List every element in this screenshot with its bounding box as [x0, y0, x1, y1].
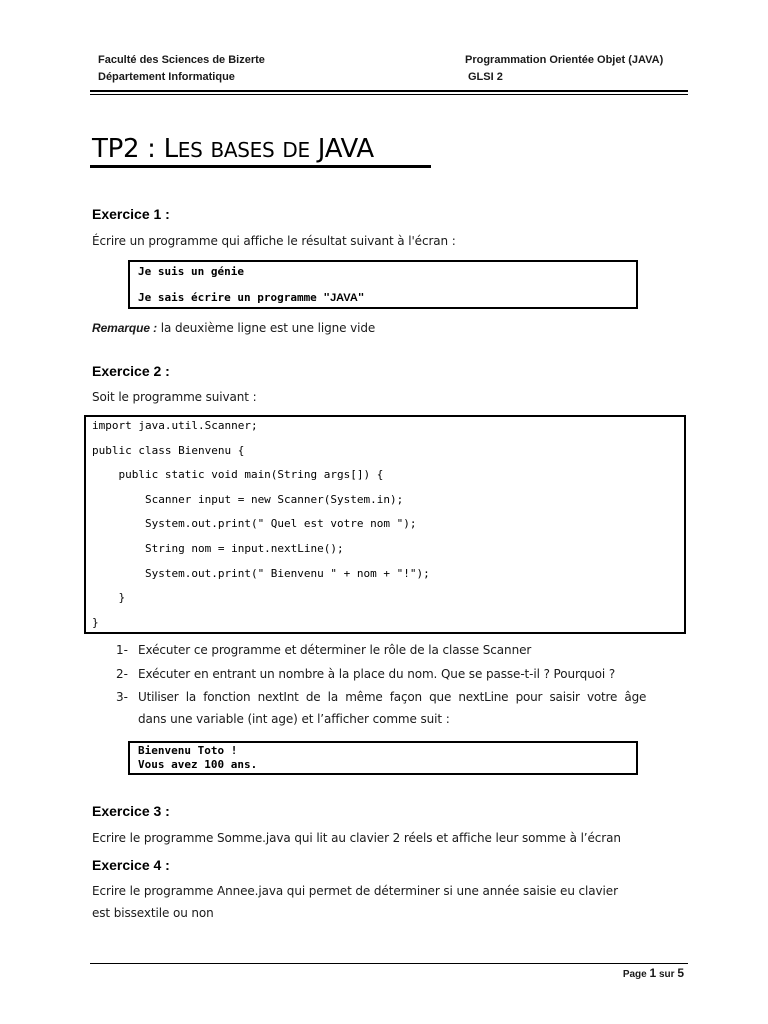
- header-rule-thick: [90, 90, 688, 92]
- exercise-4-heading: Exercice 4 :: [92, 857, 170, 873]
- header-faculty: Faculté des Sciences de Bizerte: [98, 54, 265, 66]
- header-department: Département Informatique: [98, 71, 235, 83]
- code-line: System.out.print(" Quel est votre nom ");: [92, 517, 417, 530]
- exercise-3-heading: Exercice 3 :: [92, 803, 170, 819]
- code-line: public class Bienvenu {: [92, 444, 245, 457]
- output-line-2: Je sais écrire un programme "JAVA": [138, 291, 365, 304]
- exercise-2-heading: Exercice 2 :: [92, 363, 170, 379]
- list-item-3: Utiliser la fonction nextInt de la même façon que nextLine pour saisir votre âge: [138, 690, 647, 704]
- header-course: Programmation Orientée Objet (JAVA): [465, 54, 664, 66]
- exercise-1-text: Écrire un programme qui affiche le résultat suivant à l'écran :: [92, 234, 456, 248]
- list-number-1: 1-: [116, 643, 128, 657]
- title-underline: [90, 165, 431, 168]
- page-title: TP2 : LES BASES DE JAVA: [92, 134, 374, 164]
- code-line: System.out.print(" Bienvenu " + nom + "!");: [92, 567, 430, 580]
- output-line-1: Bienvenu Toto !: [138, 744, 238, 757]
- output-line-1: Je suis un génie: [138, 265, 244, 278]
- footer-rule: [90, 963, 688, 964]
- code-box: [84, 415, 686, 634]
- list-item-2: Exécuter en entrant un nombre à la place du nom. Que se passe-t-il ? Pourquoi ?: [138, 667, 616, 681]
- header-class: GLSI 2: [468, 71, 503, 83]
- exercise-1-heading: Exercice 1 :: [92, 206, 170, 222]
- code-line: }: [92, 616, 99, 629]
- exercise-4-text-line-2: est bissextile ou non: [92, 906, 214, 920]
- code-line: import java.util.Scanner;: [92, 419, 258, 432]
- exercise-1-remark: Remarque : la deuxième ligne est une ligne vide: [92, 321, 376, 335]
- list-number-3: 3-: [116, 690, 128, 704]
- list-item-1: Exécuter ce programme et déterminer le rôle de la classe Scanner: [138, 643, 532, 657]
- code-line: String nom = input.nextLine();: [92, 542, 344, 555]
- header-rule-thin: [90, 94, 688, 95]
- exercise-2-text: Soit le programme suivant :: [92, 390, 257, 404]
- exercise-1-output-box: [128, 260, 638, 309]
- exercise-4-text-line-1: Ecrire le programme Annee.java qui permet de déterminer si une année saisie eu clavier: [92, 884, 618, 898]
- code-line: public static void main(String args[]) {: [92, 468, 384, 481]
- code-line: }: [92, 591, 126, 604]
- list-number-2: 2-: [116, 667, 128, 681]
- exercise-3-text: Ecrire le programme Somme.java qui lit au clavier 2 réels et affiche leur somme à l’écran: [92, 831, 621, 845]
- output-line-2: Vous avez 100 ans.: [138, 758, 258, 771]
- code-line: Scanner input = new Scanner(System.in);: [92, 493, 404, 506]
- exercise-2-output-box: [128, 741, 638, 775]
- list-item-3-continuation: dans une variable (int age) et l’afficher comme suit :: [138, 712, 450, 726]
- page-number: Page 1 sur 5: [622, 966, 684, 980]
